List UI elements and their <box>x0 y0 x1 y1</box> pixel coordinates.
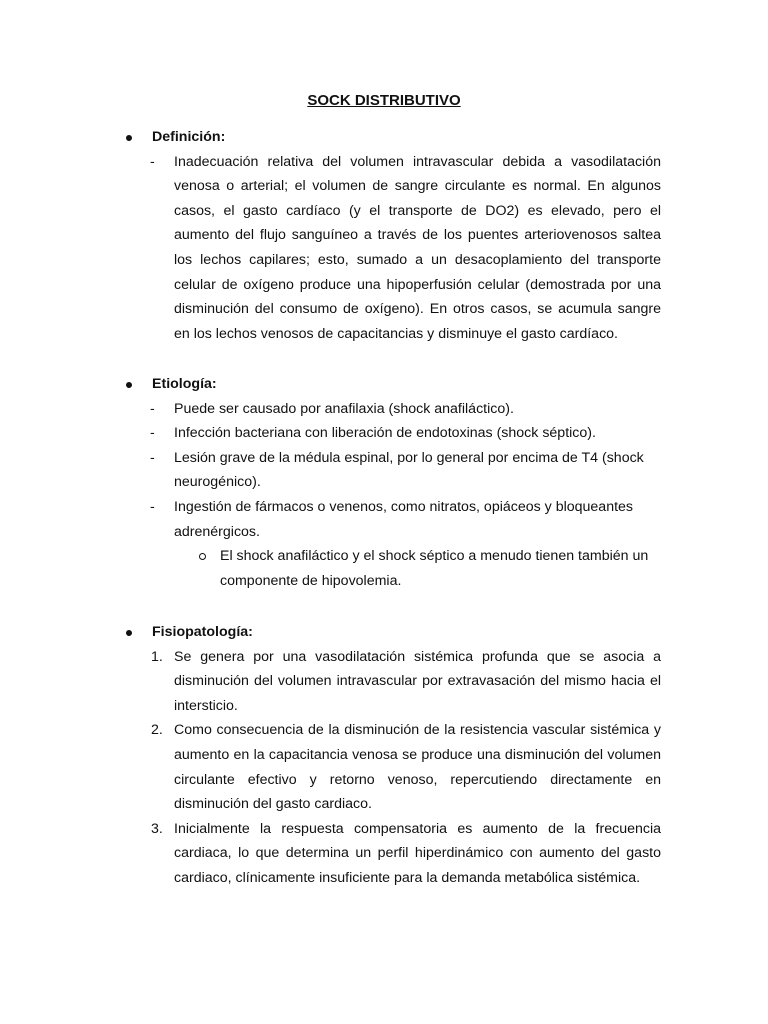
section-heading-row <box>0 125 768 150</box>
section-heading-row <box>0 372 768 397</box>
number-marker: 2. <box>151 722 163 739</box>
numbered-item <box>151 645 661 719</box>
number-marker: 3. <box>151 820 163 837</box>
numbered-item-text: Inicialmente la respuesta compensatoria es aumento de la frecuencia cardiaca, lo que determina un perfil hiperdinámico con aumento del gasto cardiaco, clínicamente insuficiente para la demanda metabólica sistémica. <box>174 820 661 886</box>
dash-marker: - <box>150 425 155 442</box>
dash-marker: - <box>150 153 155 170</box>
page-title: SOCK DISTRIBUTIVO <box>307 92 461 109</box>
bullet-icon <box>126 630 132 636</box>
section-heading: Definición: <box>152 129 226 145</box>
numbered-item-text: Se genera por una vasodilatación sistémica profunda que se asocia a disminución del volumen intravascular por extravasación del mismo hacia el intersticio. <box>174 648 661 714</box>
numbered-item <box>151 718 661 816</box>
sub-list-item <box>220 544 661 593</box>
numbered-item-text: Como consecuencia de la disminución de la resistencia vascular sistémica y aumento en la capacitancia venosa se produce una disminución del volumen circulante efectivo y retorno venoso, repercutiendo directamente en disminución del gasto cardiaco. <box>174 722 661 813</box>
list-item-text: Inadecuación relativa del volumen intravascular debida a vasodilatación venosa o arterial; el volumen de sangre circulante es normal. En algunos casos, el gasto cardíaco (y el transporte de DO2) es elevado, pero el aumento del flujo sanguíneo a través de los puentes arteriovenosos saltea los lechos capilares; esto, sumado a un desacoplamiento del transporte celular de oxígeno produce una hipoperfusión celular (demostrada por una disminución del consumo de oxígeno). En otros casos, se acumula sangre en los lechos venosos de capacitancias y disminuye el gasto cardíaco. <box>174 153 661 342</box>
bullet-icon <box>126 382 132 388</box>
numbered-item <box>151 817 661 891</box>
list-item-text: Ingestión de fármacos o venenos, como nitratos, opiáceos y bloqueantes adrenérgicos. <box>174 498 634 540</box>
section-heading: Fisiopatología: <box>152 624 253 640</box>
list-item-text: Lesión grave de la médula espinal, por lo general por encima de T4 (shock neurogénico). <box>174 449 644 491</box>
list-item-text: Infección bacteriana con liberación de endotoxinas (shock séptico). <box>174 425 596 442</box>
dash-marker: - <box>150 498 155 515</box>
dash-marker: - <box>150 400 155 417</box>
section-heading: Etiología: <box>152 376 217 392</box>
section-etiologia <box>0 372 768 593</box>
section-heading-row <box>0 620 768 645</box>
list-item <box>150 495 661 544</box>
list-item <box>150 421 661 446</box>
bullet-icon <box>126 135 132 141</box>
sub-list-item-text: El shock anafiláctico y el shock séptico a menudo tienen también un componente de hipovolemia. <box>220 548 649 589</box>
list-item <box>150 446 661 495</box>
circle-bullet-icon <box>199 553 206 560</box>
number-marker: 1. <box>151 648 163 665</box>
section-fisiopatologia <box>0 620 768 891</box>
list-item <box>150 150 661 347</box>
list-item-text: Puede ser causado por anafilaxia (shock anafiláctico). <box>174 400 514 417</box>
section-definicion <box>0 125 768 346</box>
list-item <box>150 397 661 422</box>
dash-marker: - <box>150 449 155 466</box>
